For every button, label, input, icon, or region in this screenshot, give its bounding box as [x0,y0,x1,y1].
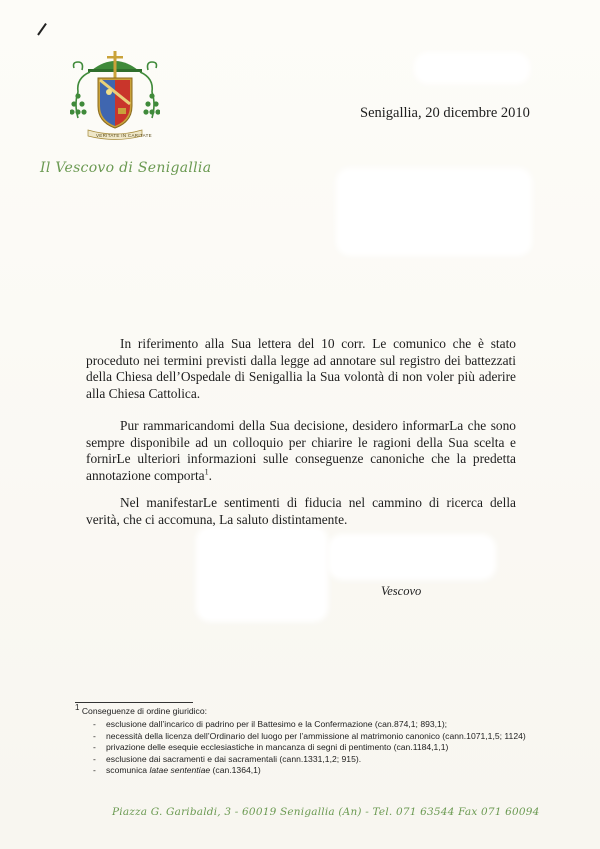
paragraph-2 [86,418,516,484]
dash: - [93,730,96,741]
letterhead-footer-address: Piazza G. Garibaldi, 3 - 60019 Senigallia (An) - Tel. 071 63544 Fax 071 60094 [112,806,540,818]
footnote-item-italic: latae sententiae [149,765,211,776]
footnote-heading-text: Conseguenze di ordine giuridico: [81,706,208,716]
footnote-item-suffix: (can.1364,1) [210,765,261,776]
footnote-item [75,742,555,753]
footnote-item-text: esclusione dall’incarico di padrino per il Battesimo e la Confermazione (can.874,1; 893,1); [106,719,448,730]
footnote-heading [75,703,555,717]
dash: - [93,742,96,753]
footnote-list [75,719,555,776]
dash: - [93,765,96,776]
paragraph-2-end: . [208,467,212,483]
dash: - [93,753,96,764]
footnote-item [75,754,555,765]
footnote-item-text: esclusione dai sacramenti e dai sacramentali (cann.1331,1,2; 915). [106,753,362,764]
signer-role: Vescovo [381,584,422,598]
coat-of-arms-icon [70,48,160,140]
redacted-header-note [418,56,526,80]
dash: - [93,719,96,730]
footnote [75,703,555,776]
letterhead-title: Il Vescovo di Senigallia [40,160,212,176]
footnote-item [75,719,555,730]
footnote-item [75,731,555,742]
paragraph-1: In riferimento alla Sua lettera del 10 corr. Le comunico che è stato proceduto nei termini previsti dalla legge ad annotare sul registro dei battezzati della Chiesa dell’Ospedale di Senigallia la Sua volontà di non voler più aderire alla Chiesa Cattolica. [86,336,516,401]
footnote-item-text: necessità della licenza dell’Ordinario del luogo per l’ammissione al matrimonio canonico (cann.1071,1,5; 1124) [106,730,526,741]
crest-motto: VERITATE IN CARITATE [96,133,152,138]
footnote-item-text: privazione delle esequie ecclesiastiche in mancanza di segni di pentimento (can.1184,1,1) [106,742,449,753]
paragraph-3: Nel manifestarLe sentimenti di fiducia nel cammino di ricerca della verità, che ci accomuna, La saluto distintamente. [86,495,516,527]
redacted-recipient-address [340,172,528,252]
footnote-divider [75,702,193,703]
faint-stamp-mark [70,230,80,390]
footnote-marker: 1 [75,703,80,713]
footnote-item-prefix: scomunica [106,765,150,776]
footnote-ref: 1 [204,467,209,477]
paragraph-2-text: Pur rammaricandomi della Sua decisione, desidero informarLa che sono sempre disponibile ad un colloquio per chiarire le ragioni della Sua scelta e fornirLe ulteriori informazioni sulle conseguenze canoniche che la predetta annotazione comporta [86,418,516,483]
redacted-signature [200,530,324,618]
footnote-item [75,765,555,776]
pen-mark [37,23,47,36]
letter-date: Senigallia, 20 dicembre 2010 [360,105,530,121]
redacted-signer-name [332,538,492,576]
